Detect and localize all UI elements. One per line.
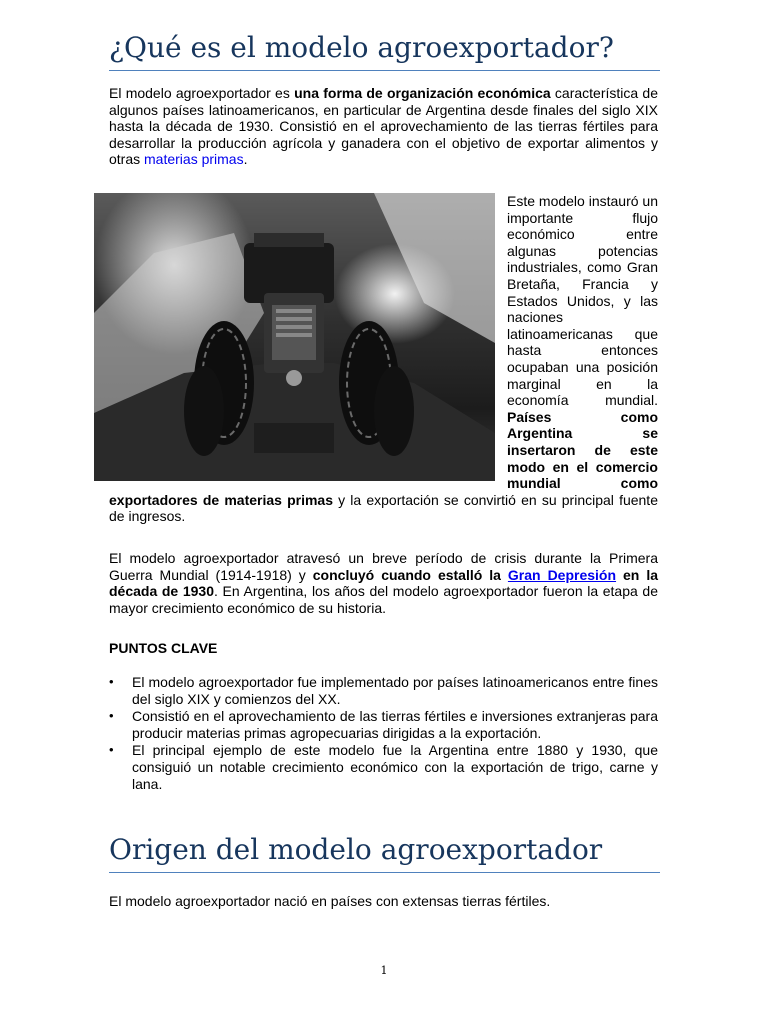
flow-bold-statement: Países como Argentina se insertaron de este modo en el comercio mundial como exportadores de materias primas <box>109 408 658 508</box>
section-title-what-is: ¿Qué es el modelo agroexportador? <box>109 30 660 71</box>
key-points-heading: PUNTOS CLAVE <box>109 640 218 656</box>
flow-text-1: Este modelo instauró un importante flujo económico entre algunas potencias industriales, como Gran Bretaña, Francia y Estados Unidos, y las naciones latinoamericanas que hasta entonces ocupaban una posición marginal en la economía mundial. <box>507 193 658 409</box>
list-item: • Consistió en el aprovechamiento de las tierras fértiles e inversiones extranjeras para producir materias primas agropecuarias dirigidas a la exportación. <box>109 708 658 741</box>
gran-depresion-link[interactable]: Gran Depresión <box>507 566 617 583</box>
intro-text-2: característica de algunos países latinoamericanos, en particular de Argentina desde finales del siglo XIX hasta la década de 1930. Consistió en el aprovechamiento de las tierras fértiles para desarrollar la producción agrícola y ganadera con el objetivo de exportar alimentos y otras <box>109 85 658 168</box>
intro-paragraph <box>109 85 658 168</box>
tractor-illustration <box>94 193 495 481</box>
crisis-paragraph <box>109 550 658 616</box>
tractor-figure-block <box>109 193 658 525</box>
intro-bold-definition: una forma de organización económica <box>294 85 551 101</box>
crisis-text-1: El modelo agroexportador atravesó un breve período de crisis durante la Primera Guerra Mundial (1914-1918) y <box>109 550 658 583</box>
tractor-photo <box>94 193 495 481</box>
list-item: • El principal ejemplo de este modelo fue la Argentina entre 1880 y 1930, que consiguió un notable crecimiento económico con la exportación de trigo, carne y lana. <box>109 742 658 792</box>
section-title-origin: Origen del modelo agroexportador <box>109 832 660 873</box>
key-points-list <box>109 674 658 793</box>
intro-text-1: El modelo agroexportador es <box>109 85 295 101</box>
crisis-bold-2: en la década de 1930 <box>109 566 659 600</box>
crisis-text-2: . En Argentina, los años del modelo agroexportador fueron la etapa de mayor crecimiento económico de su historia. <box>109 583 658 616</box>
list-item: • El modelo agroexportador fue implementado por países latinoamericanos entre fines del siglo XIX y comienzos del XX. <box>109 674 658 707</box>
origin-paragraph: El modelo agroexportador nació en países con extensas tierras fértiles. <box>109 893 551 909</box>
intro-text-3: . <box>243 151 248 168</box>
flow-text-2: y la exportación se convirtió en su principal fuente de ingresos. <box>109 491 658 525</box>
page-number: 1 <box>380 964 388 977</box>
materias-primas-link[interactable]: materias primas <box>144 151 244 168</box>
crisis-bold-1: concluyó cuando estalló la <box>312 566 508 583</box>
